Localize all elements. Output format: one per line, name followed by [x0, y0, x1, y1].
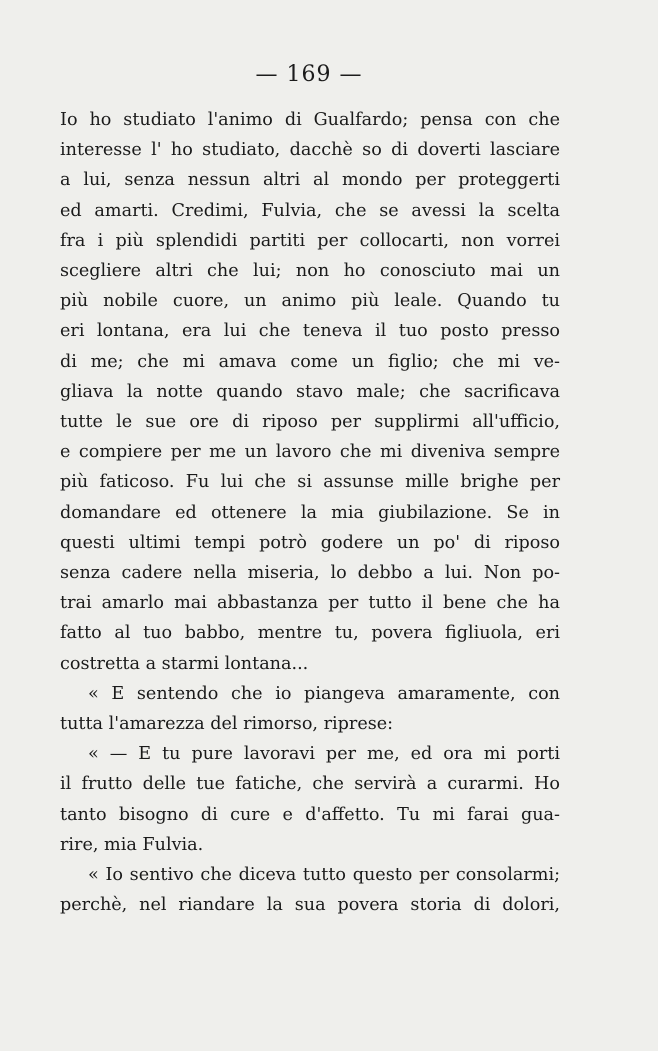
- text-line: Io ho studiato l'animo di Gualfardo; pensa con che: [60, 110, 560, 130]
- text-line: gliava la notte quando stavo male; che sacrificava: [60, 381, 560, 402]
- text-line: tanto bisogno di cure e d'affetto. Tu mi farai gua-: [60, 804, 560, 825]
- text-line: fra i più splendidi partiti per collocarti, non vorrei: [60, 230, 560, 251]
- text-line: scegliere altri che lui; non ho conosciuto mai un: [60, 261, 560, 282]
- text-line: costretta a starmi lontana...: [60, 653, 309, 674]
- text-line: trai amarlo mai abbastanza per tutto il bene che ha: [60, 593, 560, 614]
- text-line: « Io sentivo che diceva tutto questo per consolarmi;: [88, 865, 560, 886]
- text-line: rire, mia Fulvia.: [60, 834, 204, 855]
- text-line: il frutto delle tue fatiche, che servirà a curarmi. Ho: [60, 774, 560, 795]
- text-line: tutta l'amarezza del rimorso, riprese:: [60, 714, 394, 735]
- page-number: — 169 —: [255, 62, 363, 87]
- text-line: di me; che mi amava come un figlio; che mi ve-: [60, 351, 560, 372]
- text-line: tutte le sue ore di riposo per supplirmi all'ufficio,: [60, 412, 560, 433]
- body-text: [60, 105, 560, 920]
- text-line: fatto al tuo babbo, mentre tu, povera figliuola, eri: [60, 623, 560, 644]
- text-line: questi ultimi tempi potrò godere un po' di riposo: [60, 532, 560, 553]
- text-line: senza cadere nella miseria, lo debbo a lui. Non po-: [60, 563, 560, 584]
- text-line: « E sentendo che io piangeva amaramente, con: [88, 683, 560, 704]
- text-line: a lui, senza nessun altri al mondo per proteggerti: [60, 170, 560, 191]
- text-line: più nobile cuore, un animo più leale. Quando tu: [60, 291, 560, 312]
- text-line: eri lontana, era lui che teneva il tuo posto presso: [60, 321, 560, 342]
- text-line: più faticoso. Fu lui che si assunse mille brighe per: [60, 472, 560, 493]
- text-line: perchè, nel riandare la sua povera storia di dolori,: [60, 895, 560, 916]
- text-line: interesse l' ho studiato, dacchè so di doverti lasciare: [60, 140, 560, 161]
- text-line: domandare ed ottenere la mia giubilazione. Se in: [60, 502, 560, 523]
- text-line: e compiere per me un lavoro che mi diveniva sempre: [60, 442, 560, 463]
- text-line: ed amarti. Credimi, Fulvia, che se avessi la scelta: [60, 200, 560, 221]
- text-line: « — E tu pure lavoravi per me, ed ora mi porti: [88, 744, 560, 765]
